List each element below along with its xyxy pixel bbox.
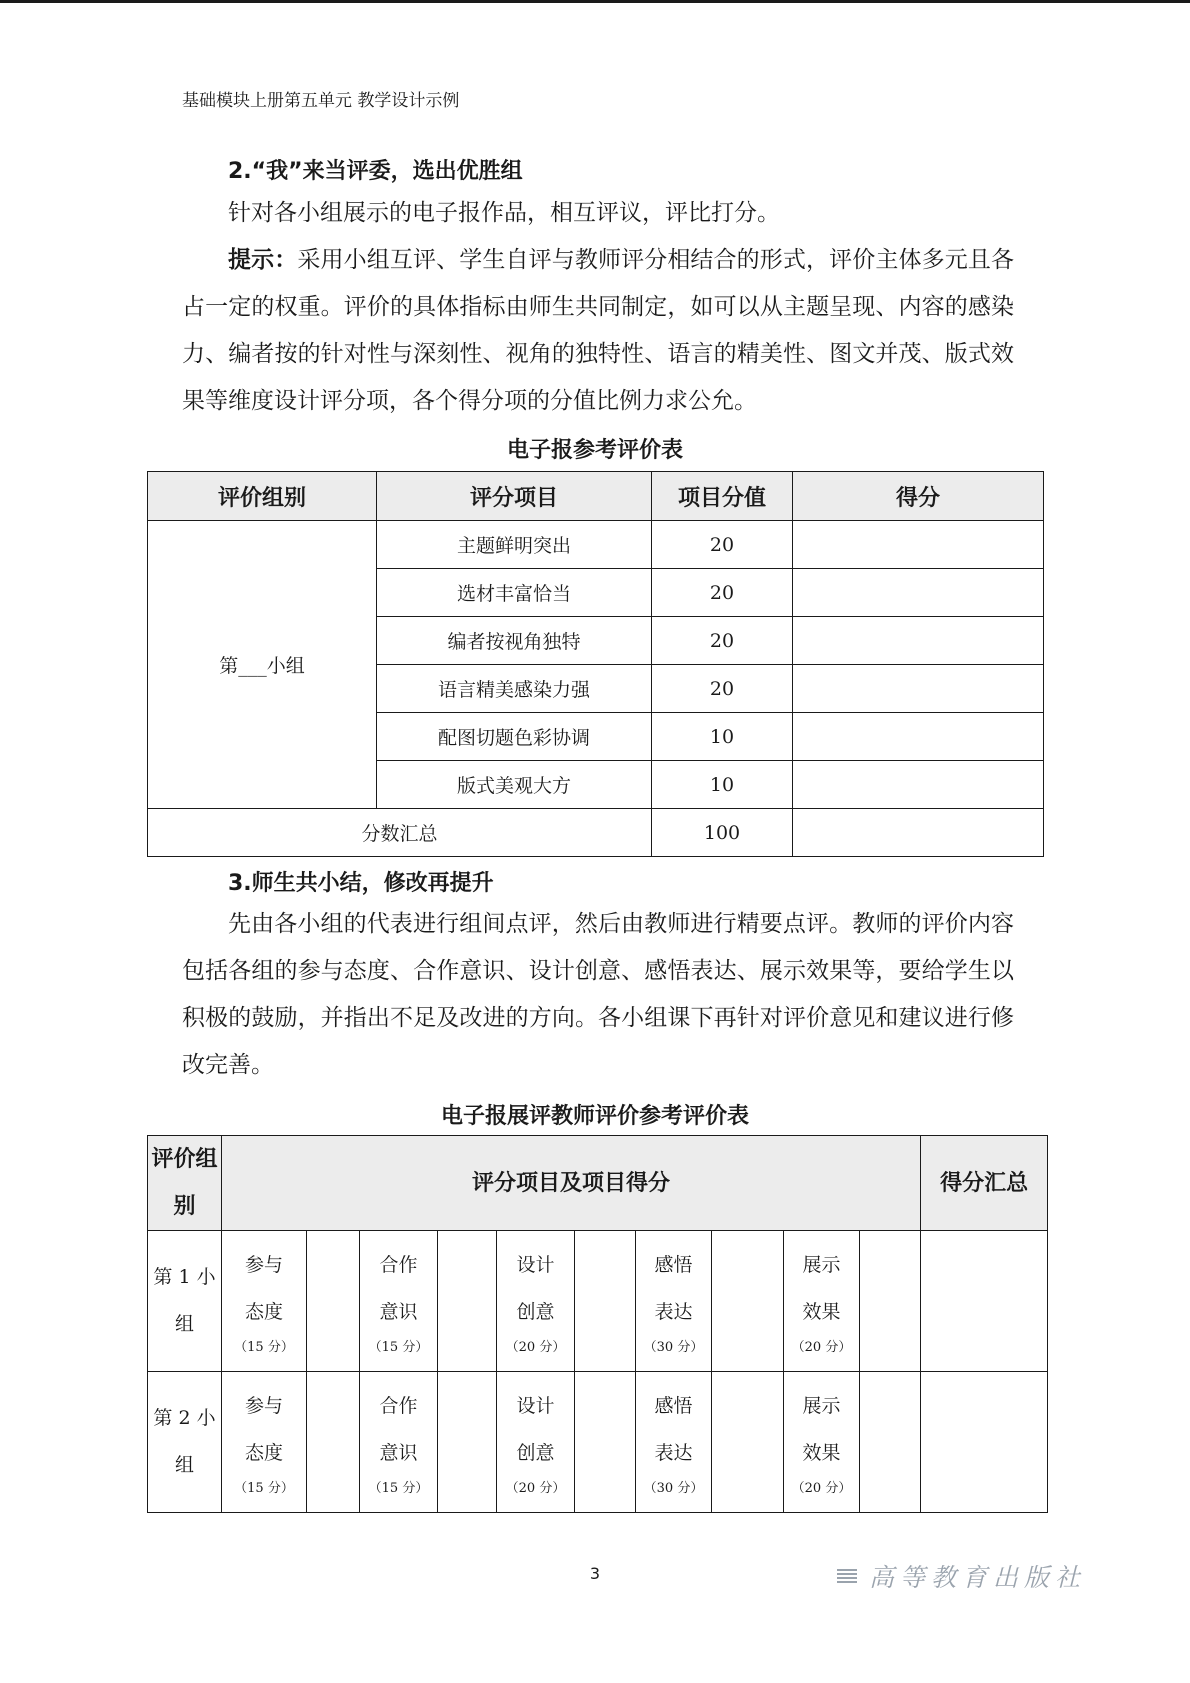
electronic-paper-evaluation-table <box>147 471 1044 857</box>
criterion-cell <box>360 1231 438 1372</box>
value-cell: 20 <box>652 569 793 617</box>
value-cell: 10 <box>652 713 793 761</box>
criterion-line2: 创意 <box>516 1442 555 1464</box>
publisher-logo-icon <box>835 1567 859 1585</box>
criterion-score-cell[interactable] <box>712 1231 784 1372</box>
criterion-score-cell[interactable] <box>712 1372 784 1513</box>
criterion-line2: 表达 <box>654 1442 693 1464</box>
criterion-score-cell[interactable] <box>438 1372 497 1513</box>
tip-label: 提示： <box>228 247 298 273</box>
table-row <box>148 521 1044 569</box>
criterion-score-cell[interactable] <box>860 1372 921 1513</box>
criterion-cell <box>636 1231 712 1372</box>
top-rule <box>0 0 1190 3</box>
group-total-cell[interactable] <box>921 1231 1048 1372</box>
criterion-line1: 参与 <box>244 1395 283 1417</box>
item-cell: 配图切题色彩协调 <box>377 713 652 761</box>
group-label-cell: 第___小组 <box>148 521 377 809</box>
criterion-line2: 态度 <box>244 1442 283 1464</box>
criterion-line1: 展示 <box>802 1395 841 1417</box>
table2-header-items: 评分项目及项目得分 <box>222 1136 921 1231</box>
criterion-line2: 效果 <box>802 1301 841 1323</box>
group-total-cell[interactable] <box>921 1372 1048 1513</box>
criterion-points: （15 分） <box>234 1481 294 1496</box>
criterion-score-cell[interactable] <box>307 1372 360 1513</box>
criterion-line1: 感悟 <box>654 1395 693 1417</box>
criterion-score-cell[interactable] <box>575 1372 636 1513</box>
criterion-points: （30 分） <box>643 1481 704 1496</box>
group-label-cell: 第 2 小组 <box>148 1372 222 1513</box>
score-cell[interactable] <box>793 521 1044 569</box>
table1-header-item: 评分项目 <box>377 472 652 521</box>
criterion-line2: 表达 <box>654 1301 693 1323</box>
teacher-evaluation-table <box>147 1135 1048 1513</box>
criterion-score-cell[interactable] <box>575 1231 636 1372</box>
table1-header-value: 项目分值 <box>652 472 793 521</box>
criterion-line1: 设计 <box>516 1254 555 1276</box>
criterion-cell <box>636 1372 712 1513</box>
criterion-cell <box>784 1231 860 1372</box>
item-cell: 语言精美感染力强 <box>377 665 652 713</box>
running-header: 基础模块上册第五单元 教学设计示例 <box>182 91 460 111</box>
criterion-line2: 意识 <box>379 1301 418 1323</box>
score-cell[interactable] <box>793 569 1044 617</box>
value-cell: 20 <box>652 617 793 665</box>
publisher-name: 高等教育出版社 <box>869 1563 1087 1592</box>
criterion-line2: 创意 <box>516 1301 555 1323</box>
table1-header-row <box>148 472 1044 521</box>
criterion-line1: 参与 <box>244 1254 283 1276</box>
criterion-cell <box>222 1372 307 1513</box>
criterion-cell <box>360 1372 438 1513</box>
total-value-cell: 100 <box>652 809 793 857</box>
criterion-points: （15 分） <box>234 1340 294 1355</box>
criterion-line2: 效果 <box>802 1442 841 1464</box>
criterion-cell <box>497 1231 575 1372</box>
table2-header-group: 评价组别 <box>148 1136 222 1231</box>
total-label-cell: 分数汇总 <box>148 809 652 857</box>
value-cell: 20 <box>652 665 793 713</box>
table1-header-score: 得分 <box>793 472 1044 521</box>
criterion-line1: 合作 <box>379 1395 418 1417</box>
score-cell[interactable] <box>793 713 1044 761</box>
section-2-paragraph: 针对各小组展示的电子报作品，相互评议，评比打分。 <box>228 200 780 226</box>
criterion-line1: 展示 <box>802 1254 841 1276</box>
item-cell: 版式美观大方 <box>377 761 652 809</box>
total-row <box>148 809 1044 857</box>
criterion-cell <box>497 1372 575 1513</box>
criterion-cell <box>784 1372 860 1513</box>
criterion-line2: 意识 <box>379 1442 418 1464</box>
criterion-line1: 设计 <box>516 1395 555 1417</box>
table-row <box>148 1231 1048 1372</box>
criterion-points: （20 分） <box>791 1340 852 1355</box>
criterion-points: （15 分） <box>368 1481 429 1496</box>
criterion-points: （15 分） <box>368 1340 429 1355</box>
table1-caption: 电子报参考评价表 <box>506 438 683 463</box>
table1-header-group: 评价组别 <box>148 472 377 521</box>
score-cell[interactable] <box>793 665 1044 713</box>
item-cell: 编者按视角独特 <box>377 617 652 665</box>
tip-paragraph <box>182 237 1014 425</box>
table2-caption: 电子报展评教师评价参考评价表 <box>440 1104 749 1129</box>
item-cell: 主题鲜明突出 <box>377 521 652 569</box>
value-cell: 20 <box>652 521 793 569</box>
criterion-cell <box>222 1231 307 1372</box>
score-cell[interactable] <box>793 761 1044 809</box>
criterion-line2: 态度 <box>244 1301 283 1323</box>
group-label-cell: 第 1 小组 <box>148 1231 222 1372</box>
criterion-points: （30 分） <box>643 1340 704 1355</box>
criterion-line1: 感悟 <box>654 1254 693 1276</box>
tip-text: 采用小组互评、学生自评与教师评分相结合的形式，评价主体多元且各占一定的权重。评价的具体指标由师生共同制定，如可以从主题呈现、内容的感染力、编者按的针对性与深刻性、视角的独特性、语言的精美性、图文并茂、版式效果等维度设计评分项，各个得分项的分值比例力求公允。 <box>182 247 1015 414</box>
table-row <box>148 1372 1048 1513</box>
criterion-score-cell[interactable] <box>307 1231 360 1372</box>
criterion-line1: 合作 <box>379 1254 418 1276</box>
criterion-points: （20 分） <box>791 1481 852 1496</box>
section-2-heading: 2.“我”来当评委，选出优胜组 <box>228 159 523 184</box>
publisher-mark <box>835 1558 1086 1594</box>
score-cell[interactable] <box>793 617 1044 665</box>
item-cell: 选材丰富恰当 <box>377 569 652 617</box>
criterion-score-cell[interactable] <box>860 1231 921 1372</box>
section-3-heading: 3.师生共小结，修改再提升 <box>228 871 494 896</box>
criterion-points: （20 分） <box>505 1340 566 1355</box>
table2-header-total: 得分汇总 <box>921 1136 1048 1231</box>
criterion-score-cell[interactable] <box>438 1231 497 1372</box>
value-cell: 10 <box>652 761 793 809</box>
criterion-points: （20 分） <box>505 1481 566 1496</box>
page-number: 3 <box>589 1564 601 1583</box>
total-score-cell[interactable] <box>793 809 1044 857</box>
section-3-paragraph: 先由各小组的代表进行组间点评，然后由教师进行精要点评。教师的评价内容包括各组的参与态度、合作意识、设计创意、感悟表达、展示效果等，要给学生以积极的鼓励，并指出不足及改进的方向。各小组课下再针对评价意见和建议进行修改完善。 <box>182 911 1014 1078</box>
table2-header-row <box>148 1136 1048 1231</box>
